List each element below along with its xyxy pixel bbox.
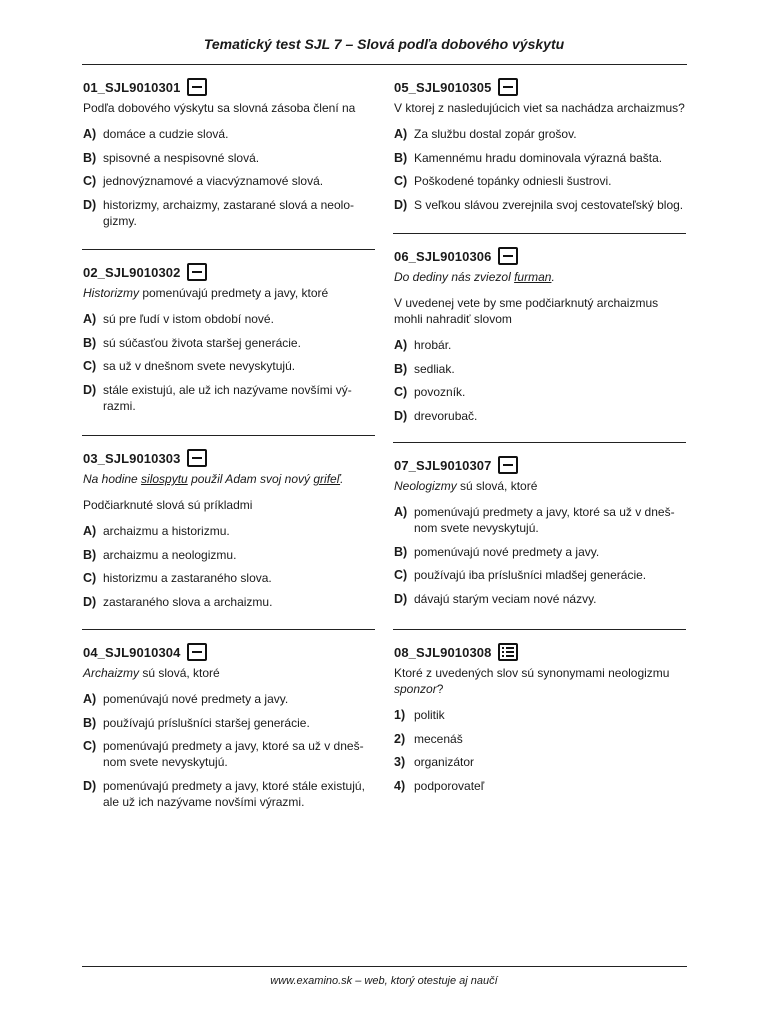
single-choice-icon (187, 78, 207, 96)
sentence-text: . (340, 472, 344, 486)
option-label: C) (83, 174, 97, 188)
option-list (83, 311, 375, 414)
option-text: politik (414, 708, 445, 722)
option-text: jednovýznamové a viacvýznamové slová. (103, 174, 324, 188)
option-label: A) (394, 505, 408, 519)
question-divider (393, 442, 686, 443)
question-stem: Podčiarknuté slová sú príkladmi (83, 498, 253, 512)
stem-text: Ktoré z uvedených slov sú synonymami neologizmu (394, 666, 670, 680)
question-05 (394, 76, 686, 220)
question-stem (394, 665, 686, 697)
option-label: B) (83, 335, 97, 350)
single-choice-icon (498, 247, 518, 265)
option-text: archaizmu a historizmu. (103, 524, 230, 538)
option-text: dávajú starým veciam nové názvy. (414, 591, 597, 606)
question-08 (394, 641, 686, 801)
option-text: sedliak. (414, 361, 455, 376)
option-text: sa už v dnešnom svete nevyskytujú. (103, 359, 296, 373)
example-sentence (83, 471, 375, 487)
underlined-word: furman (514, 270, 552, 284)
option-a (394, 504, 686, 536)
option-c (83, 358, 375, 374)
question-divider (393, 629, 686, 630)
option-label: 4) (394, 778, 406, 793)
option-text: pomenúvajú nové predmety a javy. (414, 544, 600, 559)
question-id: 06_SJL9010306 (394, 248, 492, 264)
option-label: 3) (394, 755, 406, 769)
example-sentence (394, 269, 686, 285)
option-text: povozník. (414, 385, 466, 399)
option-text: používajú iba príslušníci mladšej generácie. (414, 568, 647, 582)
question-id: 04_SJL9010304 (83, 644, 181, 660)
question-id: 03_SJL9010303 (83, 450, 181, 466)
question-id: 05_SJL9010305 (394, 79, 492, 95)
option-list (83, 126, 375, 229)
option-3 (394, 754, 686, 770)
option-label: C) (83, 739, 97, 753)
stem-text: ? (436, 682, 444, 696)
option-b (83, 547, 375, 563)
option-label: 1) (394, 708, 406, 722)
option-a (83, 126, 375, 142)
question-id: 07_SJL9010307 (394, 457, 492, 473)
header-rule (82, 64, 687, 65)
option-b (83, 715, 375, 731)
footer-link[interactable]: www.examino.sk – web, ktorý otestuje aj naučí (270, 975, 498, 987)
option-a (83, 311, 375, 327)
question-stem: V uvedenej vete by sme podčiarknutý archaizmus mohli nahradiť slovom (394, 296, 659, 326)
multiple-choice-icon (498, 643, 518, 661)
question-stem (83, 665, 375, 681)
option-a (394, 126, 686, 142)
question-divider (393, 233, 686, 234)
option-label: B) (83, 547, 97, 562)
option-label: D) (83, 382, 97, 397)
option-d (83, 594, 375, 610)
question-02 (83, 261, 375, 421)
option-text: pomenúvajú predmety a javy, ktoré sa už v dneš-nom svete nevyskytujú. (103, 739, 364, 769)
question-01 (83, 76, 375, 236)
option-label: D) (83, 778, 97, 793)
stem-term: Neologizmy (394, 479, 457, 493)
single-choice-icon (187, 263, 207, 281)
option-text: sú pre ľudí v istom období nové. (103, 312, 274, 326)
option-list (394, 707, 686, 794)
option-c (83, 173, 375, 189)
question-07 (394, 454, 686, 614)
question-stem: V ktorej z nasledujúcich viet sa nachádza archaizmus? (394, 101, 685, 115)
option-label: C) (83, 571, 97, 585)
option-label: B) (394, 361, 408, 376)
single-choice-icon (498, 78, 518, 96)
option-text: sú súčasťou života staršej generácie. (103, 335, 301, 350)
option-label: A) (83, 524, 97, 538)
page-title: Tematický test SJL 7 – Slová podľa dobového výskytu (203, 36, 565, 52)
sentence-text: Do dediny nás zviezol (394, 270, 515, 284)
stem-text: sú slová, ktoré (139, 666, 220, 680)
sentence-text: použil Adam svoj nový (187, 472, 314, 486)
single-choice-icon (187, 643, 207, 661)
option-label: C) (83, 359, 97, 373)
option-b (394, 150, 686, 166)
option-d (394, 197, 686, 213)
option-d (83, 382, 375, 414)
stem-term: sponzor (394, 682, 437, 696)
option-text: mecenáš (414, 731, 463, 746)
option-c (394, 567, 686, 583)
option-b (394, 544, 686, 560)
option-list (394, 126, 686, 213)
option-text: Za službu dostal zopár grošov. (414, 127, 577, 141)
option-label: C) (394, 568, 408, 582)
question-id: 02_SJL9010302 (83, 264, 181, 280)
sentence-text: . (551, 270, 555, 284)
option-label: D) (394, 591, 408, 606)
question-divider (82, 249, 375, 250)
option-b (83, 150, 375, 166)
option-text: zastaraného slova a archaizmu. (103, 594, 273, 609)
option-text: historizmu a zastaraného slova. (103, 571, 272, 585)
option-text: pomenúvajú predmety a javy, ktoré sa už v dneš-nom svete nevyskytujú. (414, 505, 675, 535)
option-label: B) (83, 150, 97, 165)
question-id: 01_SJL9010301 (83, 79, 181, 95)
option-list (394, 337, 686, 424)
option-d (83, 197, 375, 229)
option-b (83, 335, 375, 351)
option-text: drevorubač. (414, 408, 478, 423)
stem-term: Archaizmy (83, 666, 140, 680)
single-choice-icon (187, 449, 207, 467)
option-text: domáce a cudzie slová. (103, 127, 229, 141)
option-label: C) (394, 385, 408, 399)
question-stem (83, 285, 375, 301)
option-text: používajú príslušníci staršej generácie. (103, 715, 310, 730)
option-a (83, 691, 375, 707)
question-stem: Podľa dobového výskytu sa slovná zásoba člení na (83, 101, 356, 115)
option-d (394, 408, 686, 424)
option-text: S veľkou slávou zverejnila svoj cestovateľský blog. (414, 197, 684, 212)
option-text: stále existujú, ale už ich nazývame novšími vý-razmi. (103, 382, 352, 413)
question-04 (83, 641, 375, 817)
option-list (394, 504, 686, 607)
question-divider (82, 435, 375, 436)
option-label: A) (83, 692, 97, 706)
stem-text: sú slová, ktoré (456, 479, 538, 493)
option-b (394, 361, 686, 377)
option-text: organizátor (414, 755, 475, 769)
option-a (83, 523, 375, 539)
option-text: spisovné a nespisovné slová. (103, 150, 260, 165)
option-text: Kamennému hradu dominovala výrazná bašta. (414, 150, 663, 165)
question-divider (82, 629, 375, 630)
option-c (83, 570, 375, 586)
stem-text: pomenúvajú predmety a javy, ktoré (139, 286, 329, 300)
option-list (83, 691, 375, 810)
question-id: 08_SJL9010308 (394, 644, 492, 660)
underlined-word: silospytu (141, 472, 188, 486)
option-2 (394, 731, 686, 747)
option-label: D) (83, 594, 97, 609)
footer-rule (82, 966, 687, 967)
option-label: A) (394, 127, 408, 141)
option-1 (394, 707, 686, 723)
option-label: B) (394, 544, 408, 559)
option-list (83, 523, 375, 610)
option-label: A) (394, 338, 408, 352)
option-d (83, 778, 375, 810)
option-text: hrobár. (414, 338, 452, 352)
question-03 (83, 447, 375, 617)
option-text: Poškodené topánky odniesli šustrovi. (414, 174, 612, 188)
option-label: C) (394, 174, 408, 188)
option-4 (394, 778, 686, 794)
option-label: A) (83, 312, 97, 326)
option-label: B) (394, 150, 408, 165)
option-label: B) (83, 715, 97, 730)
option-text: pomenúvajú nové predmety a javy. (103, 692, 289, 706)
stem-term: Historizmy (83, 286, 139, 300)
option-label: D) (394, 408, 408, 423)
option-c (394, 384, 686, 400)
question-stem (394, 478, 686, 494)
option-label: D) (83, 197, 97, 212)
option-text: historizmy, archaizmy, zastarané slová a neolo-gizmy. (103, 197, 354, 228)
option-text: podporovateľ (414, 778, 485, 793)
single-choice-icon (498, 456, 518, 474)
option-c (394, 173, 686, 189)
option-d (394, 591, 686, 607)
option-label: A) (83, 127, 97, 141)
underlined-word: grifeľ (313, 472, 341, 486)
option-text: pomenúvajú predmety a javy, ktoré stále existujú, ale už ich nazývame novšími výrazmi. (103, 778, 365, 809)
option-c (83, 738, 375, 770)
option-a (394, 337, 686, 353)
question-06 (394, 245, 686, 431)
option-label: D) (394, 197, 408, 212)
option-label: 2) (394, 731, 406, 746)
sentence-text: Na hodine (83, 472, 142, 486)
option-text: archaizmu a neologizmu. (103, 547, 237, 562)
